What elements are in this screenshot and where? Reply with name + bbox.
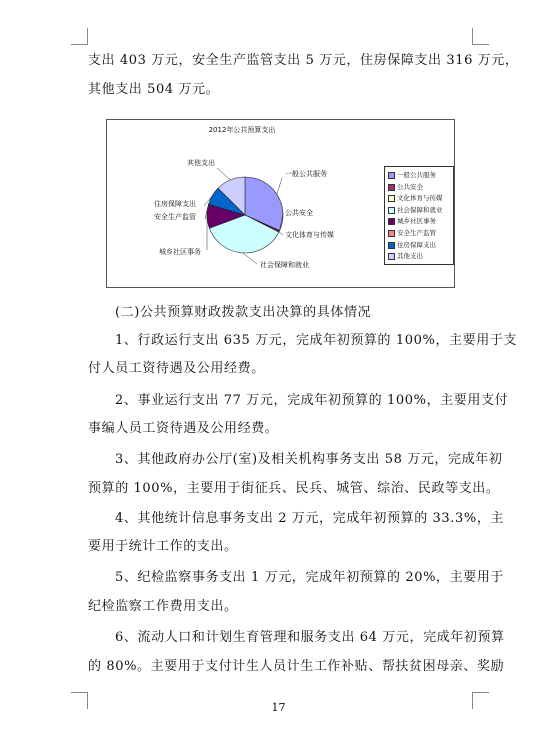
slice-label: 一般公共服务 [285,170,327,178]
legend-swatch [388,195,395,202]
paragraph-line: 4、其他统计信息事务支出 2 万元，完成年初预算的 33.3%，主 [115,511,505,526]
slice-label: 社会保障和就业 [260,261,309,269]
paragraph-line: 1、行政运行支出 635 万元，完成年初预算的 100%，主要用于支 [115,333,518,348]
crop-mark-top-left [71,28,88,45]
paragraph-line: 要用于统计工作的支出。 [88,539,238,554]
legend-label: 文化体育与传媒 [397,194,443,203]
legend-swatch [388,207,395,214]
section-heading: (二)公共预算财政拨款支出决算的具体情况 [115,305,372,320]
legend-label: 住房保障支出 [397,240,436,249]
slice-label: 文化体育与传媒 [285,231,334,239]
paragraph-line: 5、纪检监察事务支出 1 万元，完成年初预算的 20%，主要用于 [115,570,505,585]
legend-item [388,216,452,226]
slice-leader-line [217,168,230,180]
slice-leader-line [277,178,282,194]
legend-label: 一般公共服务 [397,171,436,179]
paragraph-line: 纪检监察工作费用支出。 [88,599,238,614]
legend-item [388,170,452,180]
legend-item [388,205,452,215]
slice-leader-line [243,253,257,264]
slice-label: 其他支出 [187,159,215,167]
slice-leader-line [279,232,283,235]
paragraph-line: 3、其他政府办公厅(室)及相关机构事务支出 58 万元，完成年初 [115,452,503,467]
paragraph-line: 预算的 100%，主要用于街征兵、民兵、城管、综治、民政等支出。 [88,481,500,496]
page-number: 17 [271,701,286,714]
paragraph-line: 事编人员工资待遇及公用经费。 [88,421,279,436]
legend-label: 安全生产监管 [397,229,436,237]
body-line: 支出 403 万元，安全生产监管支出 5 万元，住房保障支出 316 万元， [88,53,519,68]
legend-swatch [388,184,395,191]
chart-title: 2012年公共预算支出 [208,126,276,134]
slice-label: 城乡社区事务 [159,248,201,256]
legend-item [388,182,452,192]
legend-swatch [388,218,395,225]
paragraph-line: 6、流动人口和计划生育管理和服务支出 64 万元，完成年初预算 [115,630,505,645]
crop-mark-top-right [472,28,489,45]
pie-svg [107,120,377,287]
legend-label: 公共安全 [397,182,423,191]
legend-swatch [388,242,395,249]
paragraph-line: 付人员工资待遇及公用经费。 [88,361,265,376]
legend-item [388,193,452,203]
body-line: 其他支出 504 万元。 [88,82,220,97]
legend-item [388,251,452,261]
legend-label: 其他支出 [397,252,423,261]
legend-swatch [388,253,395,260]
pie-chart [106,119,455,288]
slice-label: 安全生产监管 [154,213,196,221]
legend-item [388,228,452,238]
legend-swatch [388,172,395,179]
paragraph-line: 2、事业运行支出 77 万元，完成年初预算的 100%，主要用支付 [115,393,509,408]
slice-label: 公共安全 [285,209,313,217]
legend-label: 社会保障和就业 [397,205,443,214]
legend-label: 城乡社区事务 [397,217,436,226]
paragraph-line: 的 80%。主要用于支付计生人员计生工作补贴、帮扶贫困母亲、奖励 [88,659,505,674]
slice-label: 住房保障支出 [154,200,196,208]
legend-swatch [388,230,395,237]
legend-item [388,240,452,250]
chart-legend [384,166,454,265]
